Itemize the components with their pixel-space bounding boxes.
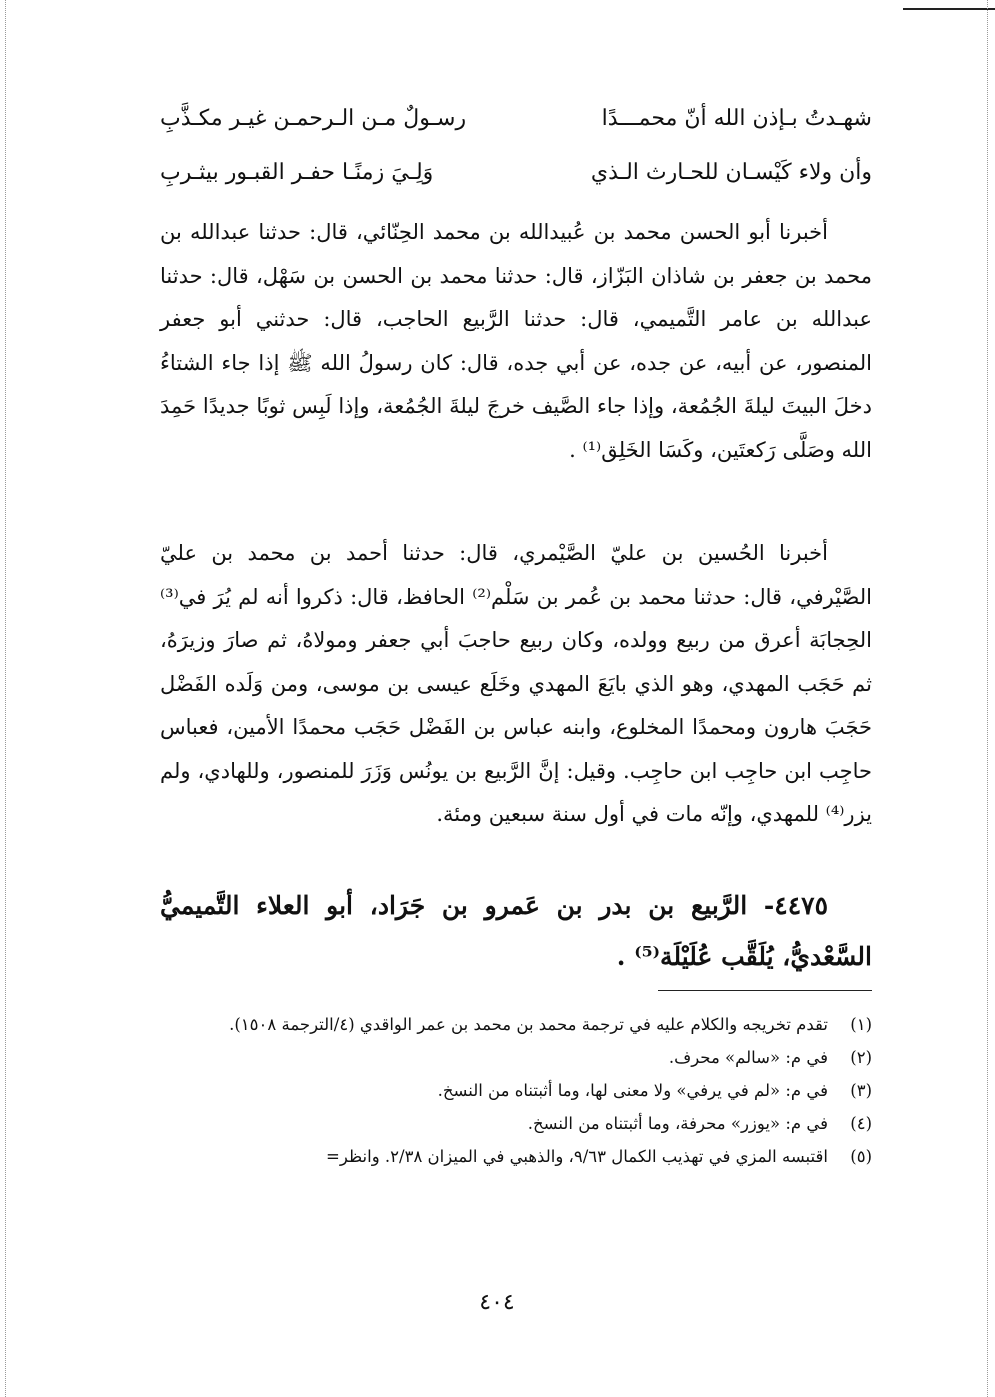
footnote — [160, 1140, 872, 1173]
footnote-text: في م: «يوزر» محرفة، وما أثبتناه من النسخ. — [527, 1114, 828, 1133]
footnotes-list — [160, 1008, 872, 1173]
footnote-text: تقدم تخريجه والكلام عليه في ترجمة محمد بن محمد بن عمر الواقدي (٤/الترجمة ١٥٠٨). — [229, 1015, 828, 1034]
hadith-paragraph: أخبرنا أبو الحسن محمد بن عُبيدالله بن محمد الحِنّائي، قال: حدثنا عبدالله بن محمد بن جعفر بن شاذان البَزّاز، قال: حدثنا محمد بن الحسن بن سَهْل، قال: حدثنا عبدالله بن عامر التَّميمي، قال: حدثنا الرَّبيع الحاجب، قال: حدثني أبو جعفر المنصور، عن أبيه، عن جده، عن أبي جده، قال: كان رسولُ الله ﷺ إذا جاء الشتاءُ دخلَ البيتَ ليلةَ الجُمُعة، وإذا جاء الصَّيف خرجَ ليلةَ الجُمُعة، وإذا لَبِس ثوبًا جديدًا حَمِدَ الله وصَلَّى رَكعتَين، وكَسَا الخَلِق⁽¹⁾ . — [160, 220, 872, 462]
footnote-number: (٣) — [850, 1081, 872, 1100]
footnote-number: (٢) — [850, 1048, 872, 1067]
page-number: ٤٠٤ — [479, 1290, 515, 1315]
footnote — [160, 1107, 872, 1140]
right-scan-edge — [987, 0, 988, 1397]
footnote-separator — [658, 990, 872, 991]
footnote-text: في م: «سالم» محرف. — [668, 1048, 828, 1067]
footnote — [160, 1041, 872, 1074]
footnote — [160, 1074, 872, 1107]
footnote-text: اقتبسه المزي في تهذيب الكمال ٩/٦٣، والذهبي في الميزان ٢/٣٨. وانظر= — [326, 1147, 828, 1166]
verse-first-hemistich: وأن ولاء كَيْسـان للحـارث الـذي — [590, 160, 872, 185]
footnote-text: في م: «لم في يرفي» ولا معنى لها، وما أثبتناه من النسخ. — [437, 1081, 828, 1100]
verse-first-hemistich: شهـدتُ بـإذن الله أنّ محمـــدًا — [601, 106, 872, 131]
entry-heading: ٤٤٧٥- الرَّبيع بن بدر بن عَمرو بن جَرَاد، أبو العلاء التَّميميُّ السَّعْديُّ، يُلَقَّب عُلَيْلَة⁽⁵⁾ . — [160, 891, 872, 971]
poem-verse — [160, 160, 872, 185]
footnote-number: (٤) — [850, 1114, 872, 1133]
verse-second-hemistich: وَلِـيَ زمنًـا حفـر القبـور بيثـربِ — [160, 160, 434, 185]
top-edge-line — [903, 8, 995, 10]
left-scan-edge — [5, 0, 6, 1397]
verse-second-hemistich: رسـولٌ مـن الـرحمـن غيـر مكـذَّبِ — [160, 106, 467, 131]
biography-paragraph: أخبرنا الحُسين بن عليّ الصَّيْمري، قال: حدثنا أحمد بن محمد بن عليّ الصَّيْرفي، قال: حدثنا محمد بن عُمر بن سَلْم⁽²⁾ الحافظ، قال: ذكروا أنه لم يُرَ في⁽³⁾ الحِجابَة أعرق من ربيع وولده، وكان ربيع حاجبَ أبي جعفر ومولاهُ، ثم صارَ وزيرَهُ، ثم حَجَب المهدي، وهو الذي بايَعَ المهدي وخَلَع عيسى بن موسى، ومن وَلَده الفَضْل حَجَبَ هارون ومحمدًا المخلوع، وابنه عباس بن الفَضْل حَجَب محمدًا الأمين، فعباس حاجِب ابن حاجِب ابن حاجِب. وقيل: إنَّ الرَّبيع بن يونُس وَزَرَ للمنصور، وللهادي، ولم يزر⁽⁴⁾ للمهدي، وإنّه مات في أول سنة سبعين ومئة. — [160, 541, 872, 826]
footnote-number: (١) — [850, 1015, 872, 1034]
footnote — [160, 1008, 872, 1041]
footnote-number: (٥) — [850, 1147, 872, 1166]
poem-verse — [160, 106, 872, 131]
